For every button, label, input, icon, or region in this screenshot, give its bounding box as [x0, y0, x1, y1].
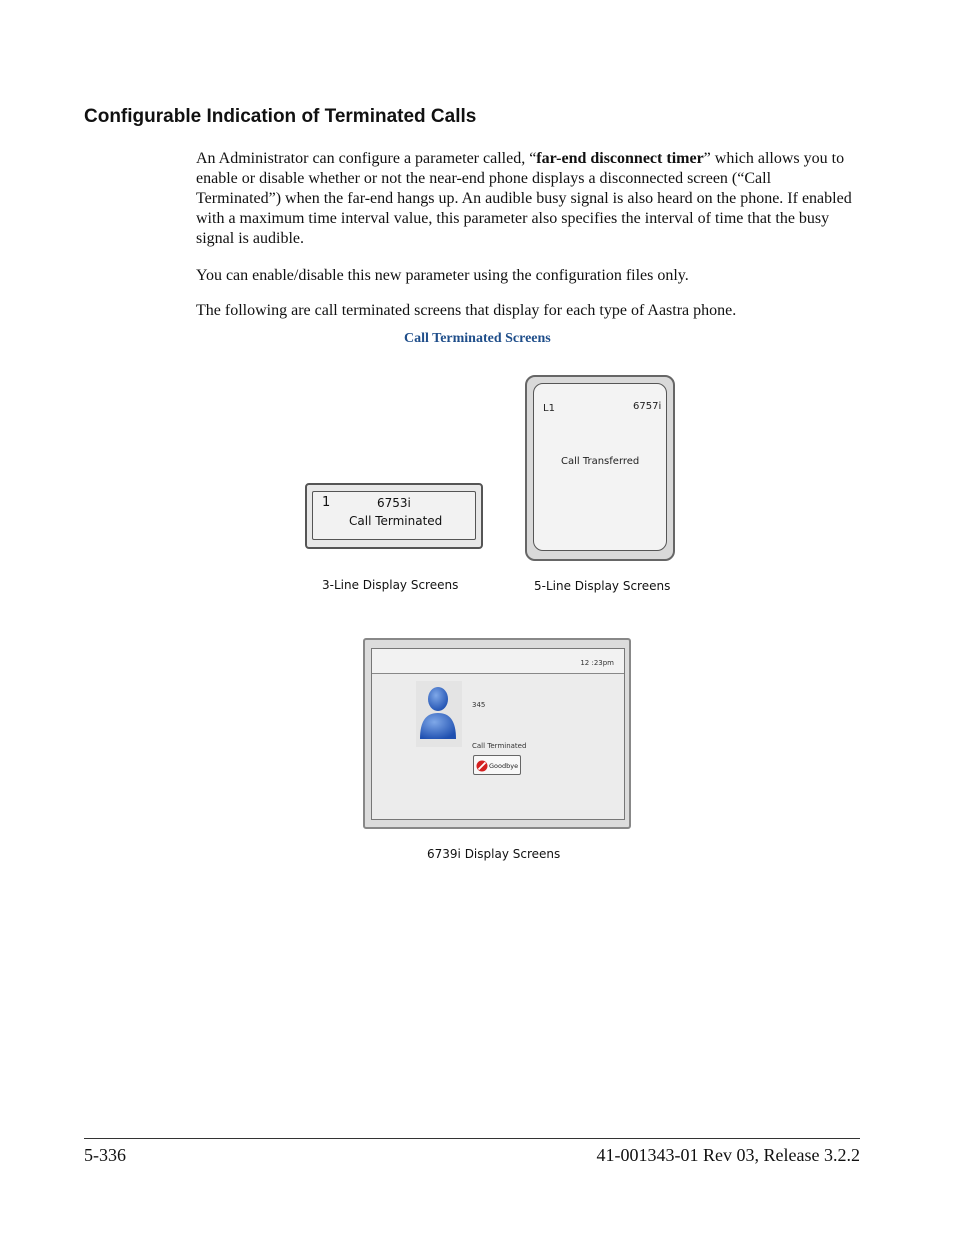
footer-rule	[84, 1138, 860, 1139]
display-3line-label: 3-Line Display Screens	[322, 578, 459, 592]
phone-model: 6753i	[377, 496, 411, 510]
caller-number: 345	[472, 701, 486, 709]
call-status: Call Terminated	[349, 514, 443, 528]
display-6739i-label: 6739i Display Screens	[427, 847, 561, 861]
paragraph-intro: An Administrator can configure a parameter called, “far-end disconnect timer” which allows you to enable or disable whether or not the near-end phone displays a disconnected screen (“Call Terminated”) when the far-end hangs up. An audible busy signal is also heard on the phone. If enabled with a maximum time interval value, this parameter also specifies the interval of time that the busy signal is audible.	[196, 150, 852, 247]
paragraph-config: You can enable/disable this new parameter using the configuration files only.	[196, 267, 689, 284]
phone-model: 6757i	[633, 401, 662, 412]
display-6739i	[363, 638, 631, 829]
display-6739i-screen	[371, 648, 625, 820]
no-entry-icon	[476, 760, 488, 772]
goodbye-button[interactable]	[473, 755, 521, 775]
page-number: 5-336	[84, 1145, 126, 1165]
display-5line-label: 5-Line Display Screens	[534, 579, 671, 593]
clock-time: 12 :23pm	[580, 659, 614, 667]
parameter-name: far-end disconnect timer	[536, 150, 704, 167]
call-status: Call Transferred	[561, 456, 640, 467]
status-bar	[372, 649, 624, 674]
goodbye-button-label: Goodbye	[489, 762, 519, 770]
line-indicator: L1	[543, 403, 555, 414]
display-5line-screen	[533, 383, 667, 551]
call-status: Call Terminated	[472, 742, 527, 750]
section-heading: Configurable Indication of Terminated Calls	[84, 106, 477, 127]
paragraph-screens: The following are call terminated screens that display for each type of Aastra phone.	[196, 302, 737, 319]
display-5line	[525, 375, 675, 561]
line-number: 1	[322, 495, 331, 510]
display-3line-screen	[312, 491, 476, 540]
figure-caption: Call Terminated Screens	[404, 331, 551, 346]
display-3line	[305, 483, 483, 549]
person-avatar-icon	[416, 681, 462, 747]
document-id: 41-001343-01 Rev 03, Release 3.2.2	[596, 1145, 860, 1165]
